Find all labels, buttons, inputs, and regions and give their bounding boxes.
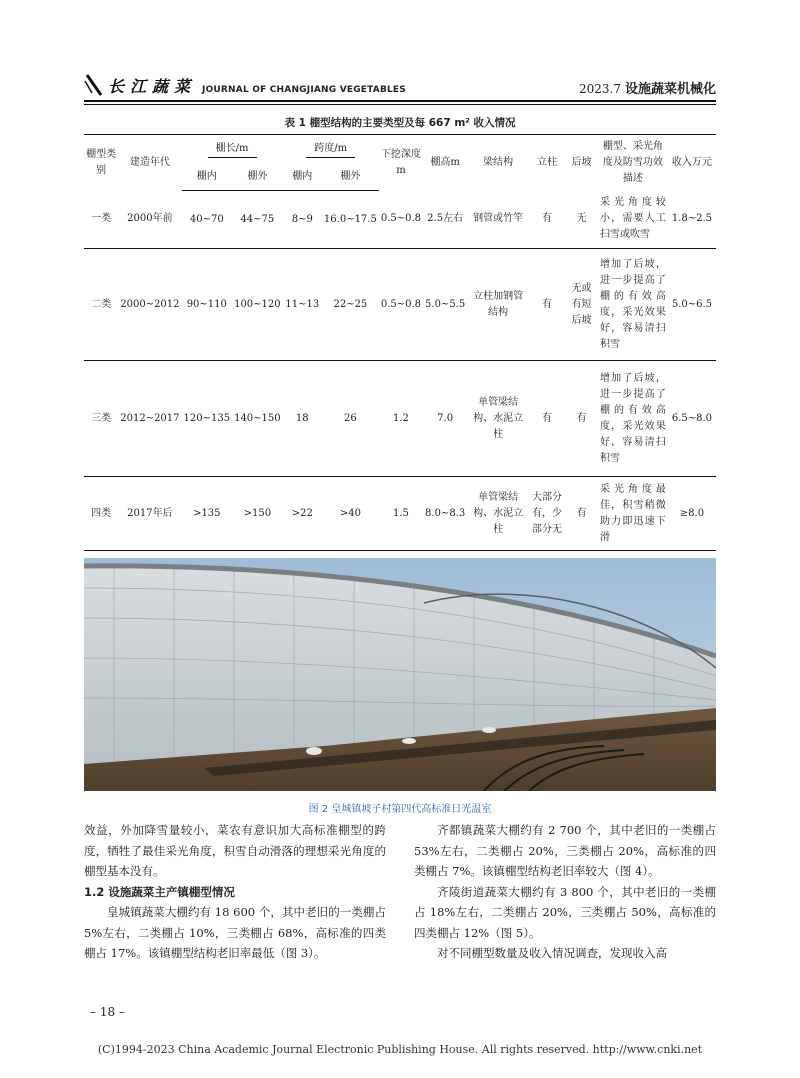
greenhouse-illustration: [84, 558, 716, 791]
cell-income: ≥8.0: [668, 477, 716, 551]
cell-column: 有: [529, 361, 565, 477]
cell-beam: 单管梁结构、水泥立柱: [467, 477, 529, 551]
cell-type: 一类: [84, 191, 118, 249]
cell-span-in: 18: [283, 361, 322, 477]
paragraph: 齐陵街道蔬菜大棚约有 3 800 个，其中老旧的一类棚占 18%左右，二类棚占 20%，三类棚占 50%，高标准的四类棚占 12%（图 5）。: [414, 884, 716, 940]
copyright-notice: (C)1994-2023 China Academic Journal Electronic Publishing House. All rights reserved. http://www.cnki.net: [97, 1043, 703, 1056]
header-span-in: 棚内: [283, 165, 322, 191]
cell-depth: 1.5: [379, 477, 423, 551]
cell-span-out: 26: [322, 361, 379, 477]
cell-year: 2017年后: [118, 477, 181, 551]
header-type: 棚型类别: [84, 135, 118, 191]
cell-length-out: 44~75: [232, 191, 283, 249]
cell-description: 采光角度最佳，积雪稍微助力即迅速下滑: [598, 477, 668, 551]
cell-column: 有: [529, 191, 565, 249]
header-beam: 梁结构: [467, 135, 529, 191]
cell-span-out: 16.0~17.5: [322, 191, 379, 249]
cell-height: 8.0~8.3: [423, 477, 467, 551]
cell-type: 三类: [84, 361, 118, 477]
cell-depth: 0.5~0.8: [379, 191, 423, 249]
header-rule: [84, 100, 716, 102]
cell-length-in: >135: [182, 477, 233, 551]
cell-year: 2000年前: [118, 191, 181, 249]
paragraph: 效益，外加降雪量较小，菜农有意识加大高标准棚型的跨度，牺牲了最佳采光角度，积雪自动滑落的理想采光角度的棚型基本没有。: [84, 823, 386, 878]
header-length-in: 棚内: [182, 165, 233, 191]
cell-description: 采光角度较小，需要人工扫雪或吹雪: [598, 191, 668, 249]
table-row: [84, 249, 716, 361]
cell-type: 二类: [84, 249, 118, 361]
paragraph: 齐都镇蔬菜大棚约有 2 700 个，其中老旧的一类棚占 53%左右，二类棚占 20%，三类棚占 20%，高标准的四类棚占 7%。该镇棚型结构老旧率较大（图 4）。: [414, 823, 716, 878]
header-column: 立柱: [529, 135, 565, 191]
cell-height: 5.0~5.5: [423, 249, 467, 361]
cell-back-slope: 有: [565, 361, 598, 477]
header-depth: 下挖深度m: [379, 135, 423, 191]
greenhouse-type-table: [84, 134, 716, 551]
header-year: 建造年代: [118, 135, 181, 191]
page-number: – 18 –: [90, 1005, 125, 1019]
header-income: 收入万元: [668, 135, 716, 191]
paragraph: 对不同棚型数量及收入情况调查，发现收入高: [437, 946, 667, 960]
cell-beam: 单管梁结构、水泥立柱: [467, 361, 529, 477]
cell-span-out: >40: [322, 477, 379, 551]
cell-type: 四类: [84, 477, 118, 551]
issue-section: 设施蔬菜机械化: [624, 82, 716, 97]
header-description: 棚型、采光角度及防雪功效描述: [598, 135, 668, 191]
cell-height: 2.5左右: [423, 191, 467, 249]
cell-beam: 立柱加钢管结构: [467, 249, 529, 361]
greenhouse-photo: [84, 558, 716, 791]
section-heading: 1.2 设施蔬菜主产镇棚型情况: [84, 884, 235, 899]
cell-depth: 1.2: [379, 361, 423, 477]
cell-year: 2012~2017: [118, 361, 181, 477]
journal-name-en: JOURNAL OF CHANGJIANG VEGETABLES: [202, 85, 406, 95]
table-title: 表 1 棚型结构的主要类型及每 667 m² 收入情况: [284, 117, 516, 129]
header-length: 棚长/m: [182, 135, 283, 165]
cell-length-out: 140~150: [232, 361, 283, 477]
running-header: [84, 70, 716, 100]
header-length-out: 棚外: [232, 165, 283, 191]
header-back-slope: 后坡: [565, 135, 598, 191]
cell-beam: 钢管或竹竿: [467, 191, 529, 249]
cell-description: 增加了后坡，进一步提高了棚的有效高度，采光效果好，容易清扫积雪: [598, 249, 668, 361]
cell-length-in: 120~135: [182, 361, 233, 477]
table-row: [84, 477, 716, 551]
cell-back-slope: 有: [565, 477, 598, 551]
cell-column: 大部分有，少部分无: [529, 477, 565, 551]
header-span-out: 棚外: [322, 165, 379, 191]
cell-year: 2000~2012: [118, 249, 181, 361]
journal-emblem-icon: [84, 73, 104, 97]
cell-length-in: 40~70: [182, 191, 233, 249]
header-rule-thin: [84, 104, 716, 105]
cell-span-in: >22: [283, 477, 322, 551]
cell-description: 增加了后坡，进一步提高了棚的有效高度，采光效果好，容易清扫积雪: [598, 361, 668, 477]
header-span: 跨度/m: [283, 135, 379, 165]
figure-caption: 图 2 皇城镇坡子村第四代高标准日光温室: [308, 804, 492, 815]
journal-logo: [84, 70, 406, 100]
paragraph: 皇城镇蔬菜大棚约有 18 600 个，其中老旧的一类棚占 5%左右，二类棚占 10%，三类棚占 68%，高标准的四类棚占 17%。该镇棚型结构老旧率最低（图 3）。: [84, 905, 386, 960]
issue-info: [579, 78, 716, 97]
cell-span-in: 11~13: [283, 249, 322, 361]
cell-height: 7.0: [423, 361, 467, 477]
cell-span-in: 8~9: [283, 191, 322, 249]
table-row: [84, 361, 716, 477]
right-text-column: [414, 820, 716, 964]
cell-span-out: 22~25: [322, 249, 379, 361]
journal-name-cn: 长江蔬菜: [108, 76, 197, 96]
cell-income: 6.5~8.0: [668, 361, 716, 477]
left-text-column: [84, 820, 386, 964]
cell-back-slope: 无: [565, 191, 598, 249]
cell-income: 5.0~6.5: [668, 249, 716, 361]
cell-column: 有: [529, 249, 565, 361]
table-row: [84, 191, 716, 249]
header-height: 棚高m: [423, 135, 467, 191]
cell-length-out: 100~120: [232, 249, 283, 361]
cell-depth: 0.5~0.8: [379, 249, 423, 361]
cell-back-slope: 无或有短后坡: [565, 249, 598, 361]
cell-length-in: 90~110: [182, 249, 233, 361]
cell-income: 1.8~2.5: [668, 191, 716, 249]
issue-year: 2023.7: [578, 82, 621, 96]
cell-length-out: >150: [232, 477, 283, 551]
